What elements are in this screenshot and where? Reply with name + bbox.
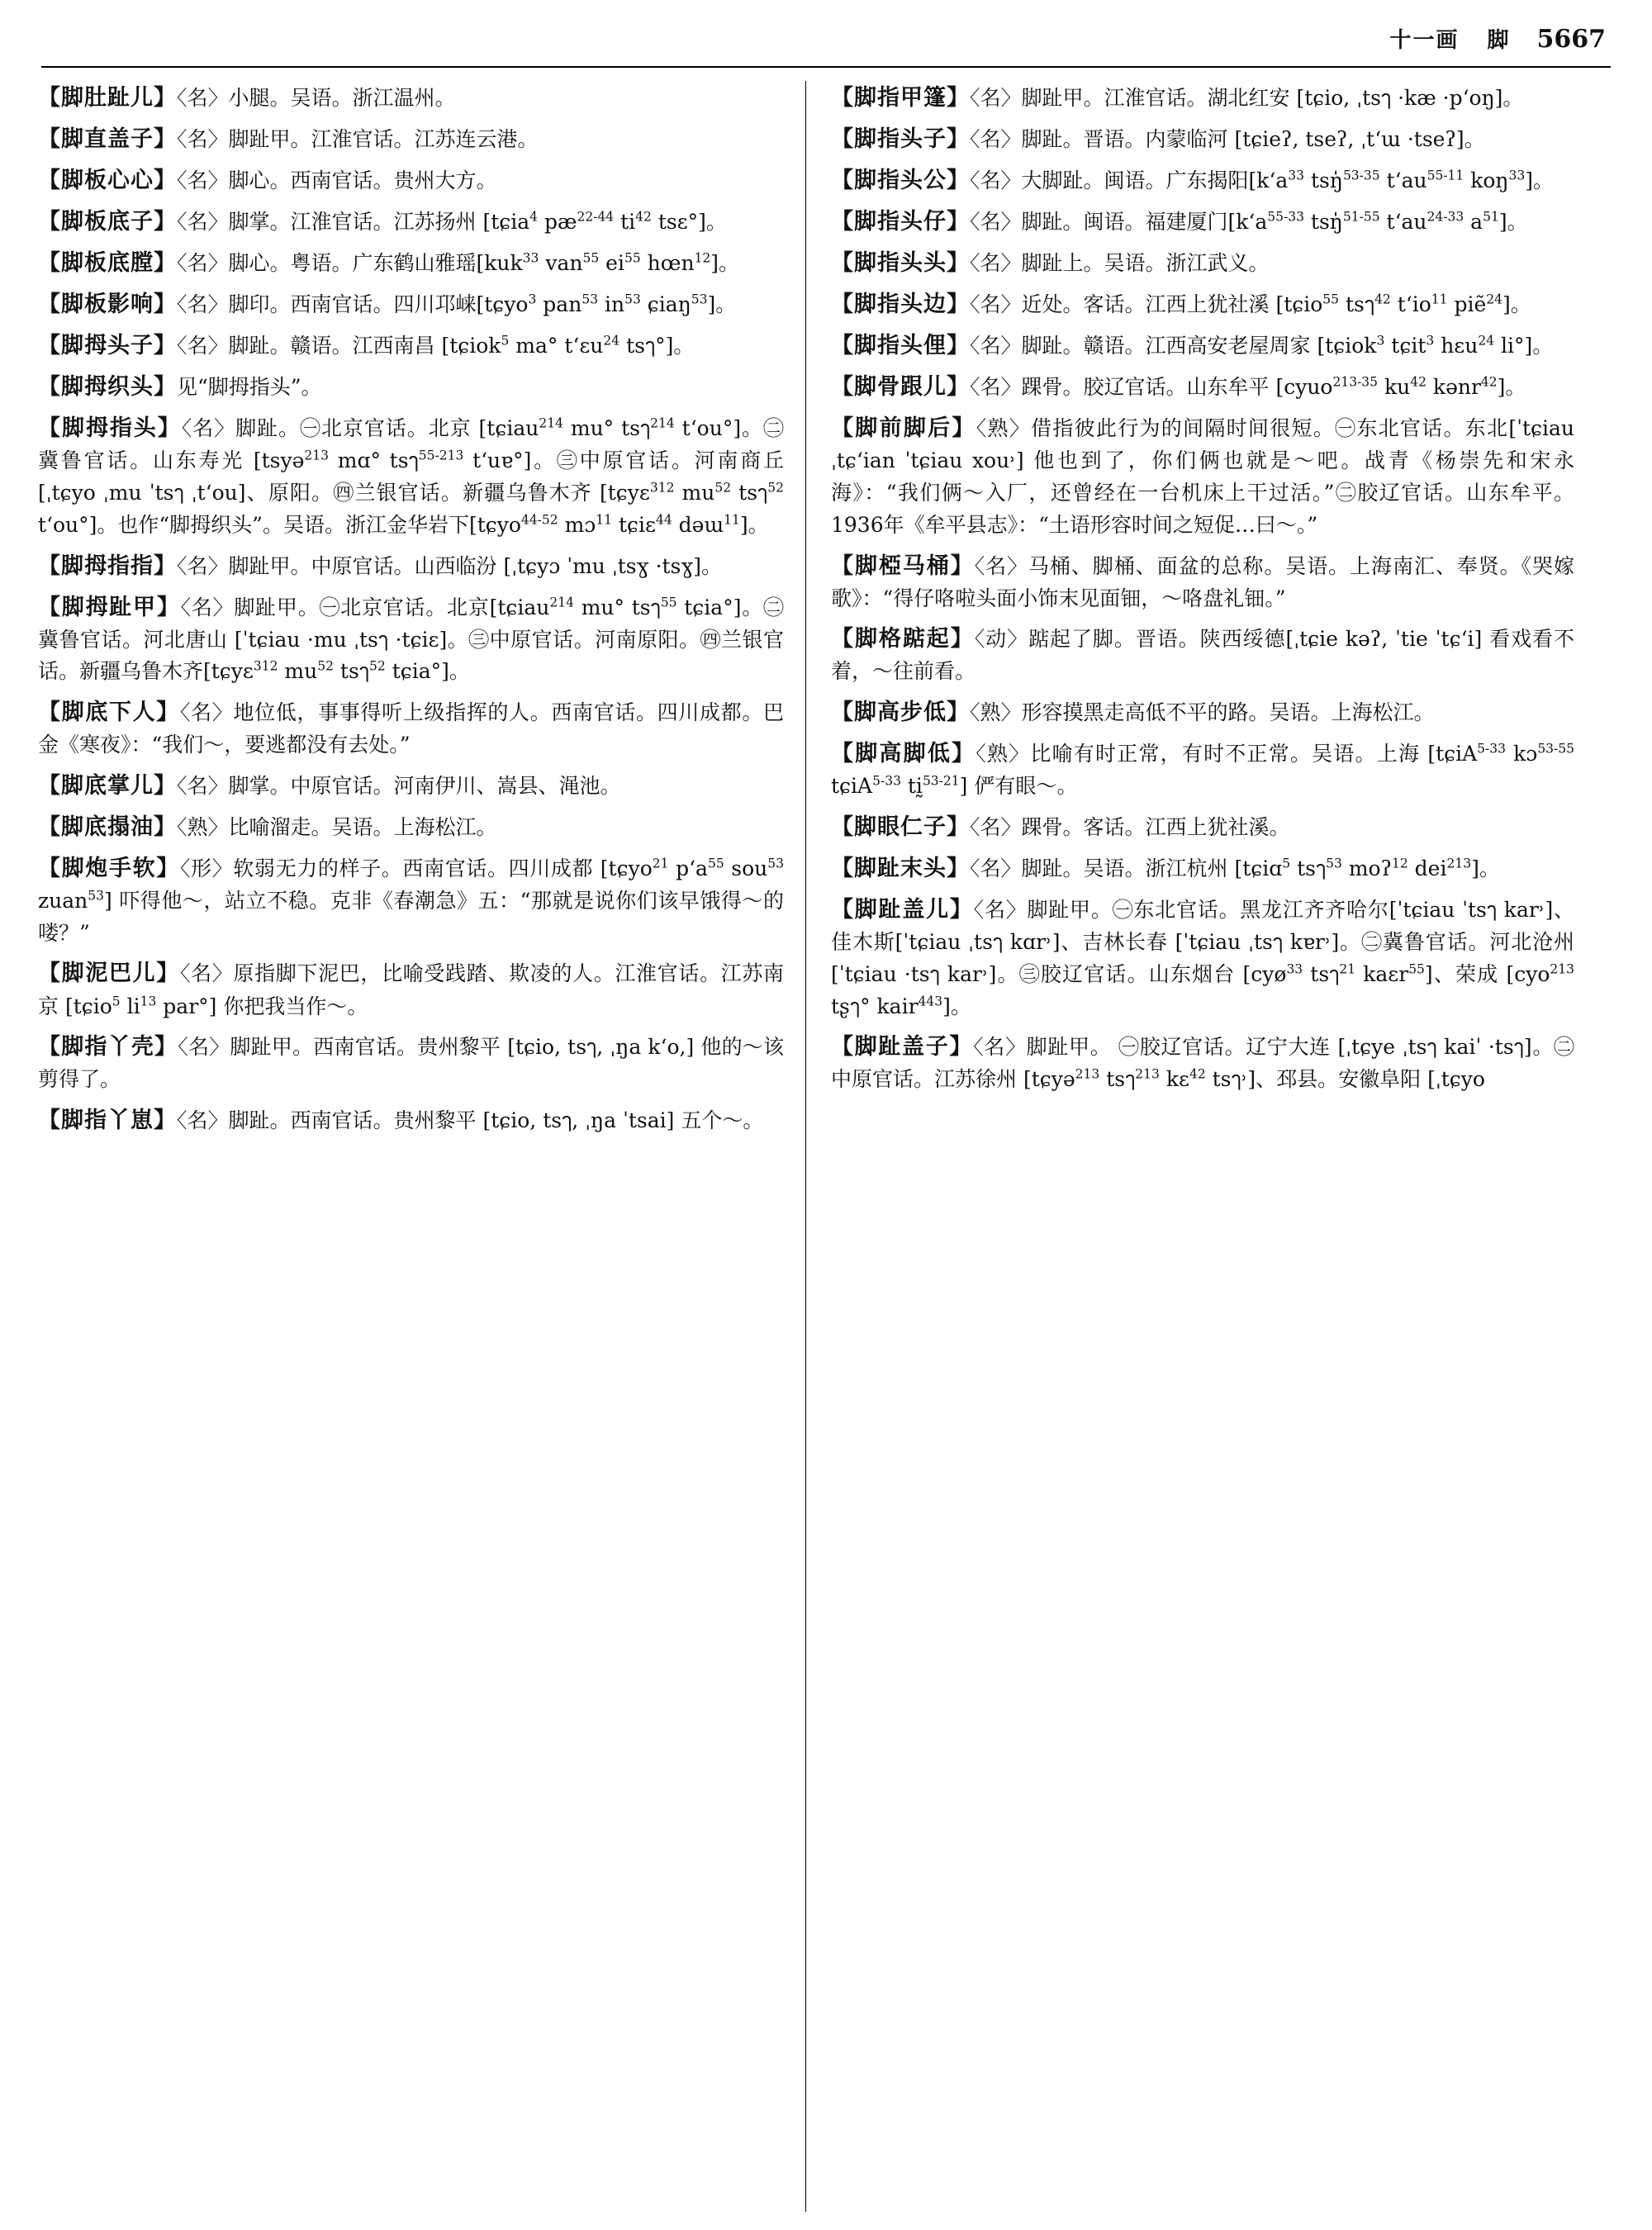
entry-headword: 【脚底搨油】 <box>38 814 177 840</box>
entry-body: 〈熟〉比喻有时正常，有时不正常。吴语。上海 [tɕiA$^{5-33}$ kɔ$^{53-55}$ tɕiA$^{5-33}$ tḭ$^{53-21}$] 俨有眼～。 <box>831 741 1574 799</box>
dictionary-entry <box>38 287 784 321</box>
entry-body: 〈名〉脚趾。闽语。福建厦门[kʻa$^{55-33}$ tsŋ̍$^{51-55}$ tʻau$^{24-33}$ $a^{51}$]。 <box>970 209 1528 235</box>
entry-body: 〈名〉脚趾甲。㊀北京官话。北京[tɕiau$^{214}$ mu° tsๅ$^{55}$ tɕia°]。㊁冀鲁官话。河北唐山 [ˈtɕiau ·mu ˌtsๅ ·tɕiɛ]。㊂中原官话。河南原阳。㊃兰银官话。新疆乌鲁木齐[tɕyɛ$^{312}$ $mu^{52}$ tsๅ$^{52}$ tɕia°]。 <box>38 595 784 684</box>
dictionary-entry <box>38 591 784 689</box>
dictionary-entry <box>831 1030 1574 1096</box>
entry-headword: 【脚泥巴儿】 <box>38 961 180 987</box>
dictionary-entry <box>831 164 1574 197</box>
entry-headword: 【脚板影响】 <box>38 292 177 318</box>
dictionary-entry <box>38 81 784 115</box>
entry-headword: 【脚格踮起】 <box>831 626 975 652</box>
entry-headword: 【脚骨跟儿】 <box>831 374 970 401</box>
entry-body: 〈动〉踮起了脚。晋语。陕西绥德[ˌtɕie kəʔ, ˈtie ˈtɕʻi] 看戏看不着，～往前看。 <box>831 627 1575 684</box>
entry-body: 〈名〉脚趾甲。西南官话。贵州黎平 [tɕio, tsๅ, ˌŋa kʻo,] 他的～该剪得了。 <box>38 1035 784 1092</box>
header-rule <box>41 66 1611 68</box>
dictionary-entry <box>831 246 1574 280</box>
entry-body: 〈形〉软弱无力的样子。西南官话。四川成都 [tɕyo$^{21}$ pʻa$^{55}$ sou$^{53}$ zuan$^{53}$] 吓得他～，站立不稳。克非《春潮急》五：“那就是说你们该早饿得～的喽？” <box>38 856 784 945</box>
dictionary-entry <box>831 549 1574 615</box>
entry-body: 〈名〉脚趾甲。江淮官话。江苏连云港。 <box>177 127 539 152</box>
dictionary-entry <box>38 852 784 950</box>
entry-headword: 【脚指甲篷】 <box>831 85 970 111</box>
entry-headword: 【脚指丫崽】 <box>38 1108 177 1134</box>
entry-headword: 【脚直盖子】 <box>38 126 177 153</box>
entry-body: 〈名〉脚趾。吴语。浙江杭州 [tɕiɑ$^5$ tsๅ$^{53}$ moʔ$^{12}$ dei$^{213}$]。 <box>970 856 1500 880</box>
entry-body: 〈名〉脚趾甲。中原官话。山西临汾 [ˌtɕyɔ ˈmu ˌtsɣ ·tsɣ]。 <box>177 553 723 578</box>
entry-body: 〈名〉脚掌。中原官话。河南伊川、嵩县、渑池。 <box>177 773 621 798</box>
entry-headword: 【脚拇指指】 <box>38 553 177 579</box>
entry-body: 〈名〉地位低，事事得听上级指挥的人。西南官话。四川成都。巴金《寒夜》：“我们～，要逃都没有去处。” <box>38 700 784 757</box>
entry-headword: 【脚趾盖儿】 <box>831 896 974 923</box>
dictionary-entry <box>38 769 784 803</box>
entry-body: 〈名〉脚心。西南官话。贵州大方。 <box>177 168 497 193</box>
entry-headword: 【脚拇头子】 <box>38 333 177 359</box>
entry-headword: 【脚拇织头】 <box>38 374 177 401</box>
dictionary-entry <box>38 810 784 844</box>
dictionary-entry <box>831 81 1574 115</box>
dictionary-entry <box>38 695 784 762</box>
entry-body: 〈熟〉借指彼此行为的间隔时间很短。㊀东北官话。东北[ˈtɕiau ˌtɕʻian ˈtɕiau xou˒] 他也到了，你们俩也就是～吧。战青《杨崇先和宋永海》：“我们俩～入厂，还曾经在一台机床上干过活。”㊁胶辽官话。山东牟平。1936年《牟平县志》：“土语形容时间之短促…曰～。” <box>831 416 1575 537</box>
entry-body: 〈名〉脚趾上。吴语。浙江武义。 <box>970 251 1270 276</box>
dictionary-entry <box>38 549 784 583</box>
entry-body: 〈名〉大脚趾。闽语。广东揭阳[kʻa$^{33}$ tsŋ̍$^{53-35}$ tʻau$^{55-11}$ koŋ$^{33}$]。 <box>970 168 1555 193</box>
entry-headword: 【脚指头仔】 <box>831 209 970 235</box>
entry-headword: 【脚肚趾儿】 <box>38 85 177 111</box>
right-column <box>806 81 1574 2212</box>
entry-headword: 【脚趾盖子】 <box>831 1034 974 1060</box>
entry-headword: 【脚高步低】 <box>831 700 970 726</box>
dictionary-entry <box>831 329 1574 363</box>
page-header <box>38 23 1614 61</box>
entry-body: 〈名〉脚趾。㊀北京官话。北京 [tɕiau$^{214}$ mu° tsๅ$^{214}$ tʻou°]。㊁冀鲁官话。山东寿光 [tsyə$^{213}$ mɑ° tsๅ$^{55-213}$ tʻuɐ°]。㊂中原官话。河南商丘[ˌtɕyo ˌmu ˈtsๅ ˌtʻou]、原阳。㊃兰银官话。新疆乌鲁木齐 [tɕyɛ$^{312}$ $mu^{52}$ tsๅ$^{52}$ tʻou°]。也作“脚拇织头”。吴语。浙江金华岩下[tɕyo$^{44-52}$ mɔ$^{11}$ tɕiɛ$^{44}$ dəɯ$^{11}$]。 <box>38 415 785 537</box>
dictionary-entry <box>831 695 1574 729</box>
entry-headword: 【脚指头公】 <box>831 168 970 194</box>
two-column-body <box>38 81 1614 2212</box>
entry-headword: 【脚板底子】 <box>38 209 177 235</box>
entry-headword: 【脚指头边】 <box>831 292 970 318</box>
entry-headword: 【脚眼仁子】 <box>831 814 970 840</box>
page-number: 5667 <box>1536 25 1606 54</box>
dictionary-entry <box>38 1103 784 1137</box>
entry-headword: 【脚板底膛】 <box>38 250 177 277</box>
dictionary-entry <box>831 122 1574 156</box>
entry-headword: 【脚拇趾甲】 <box>38 594 181 620</box>
dictionary-entry <box>38 329 784 363</box>
entry-headword: 【脚炮手软】 <box>38 855 180 881</box>
entry-body: 〈名〉原指脚下泥巴，比喻受践踏、欺凌的人。江淮官话。江苏南京 [tɕio$^5$ $li^{13}$ par°] 你把我当作～。 <box>38 961 784 1018</box>
entry-body: 〈名〉脚趾。赣语。江西高安老屋周家 [tɕiok$^3$ tɕit$^3$ hɛu$^{24}$ li°]。 <box>970 333 1554 358</box>
entry-body: 〈名〉近处。客话。江西上犹社溪 [tɕio$^{55}$ tsๅ$^{42}$ tʻio$^{11}$ piẽ$^{24}$]。 <box>970 292 1531 317</box>
entry-body: 〈名〉脚印。西南官话。四川邛崃[tɕyo$^3$ pan$^{53}$ $in^{53}$ ɕiaŋ$^{53}$]。 <box>177 292 737 317</box>
entry-body: 〈名〉脚趾甲。 ㊀胶辽官话。辽宁大连 [ˌtɕye ˌtsๅ kaiˈ ·tsๅ]。㊁中原官话。江苏徐州 [tɕyə$^{213}$ tsๅ$^{213}$ kɛ$^{42}$ tsๅ˒]、邳县。安徽阜阳 [ˌtɕyo <box>831 1035 1574 1092</box>
dictionary-entry <box>831 370 1574 404</box>
entry-headword: 【脚前脚后】 <box>831 415 976 442</box>
entry-body: 〈熟〉形容摸黑走高低不平的路。吴语。上海松江。 <box>970 700 1435 725</box>
entry-body: 〈名〉脚心。粤语。广东鹤山雅瑶[kuk$^{33}$ van$^{55}$ $ei^{55}$ hœn$^{12}$]。 <box>177 250 740 276</box>
entry-body: 〈名〉小腿。吴语。浙江温州。 <box>177 86 456 110</box>
entry-headword: 【脚椏马桶】 <box>831 553 975 579</box>
entry-headword: 【脚拇指头】 <box>38 415 182 442</box>
entry-body: 见“脚拇指头”。 <box>177 375 322 400</box>
entry-body: 〈熟〉比喻溜走。吴语。上海松江。 <box>177 814 497 839</box>
left-column <box>38 81 806 2212</box>
dictionary-entry <box>38 411 784 541</box>
entry-headword: 【脚板心心】 <box>38 168 177 194</box>
dictionary-entry <box>831 622 1574 688</box>
header-headchar-label: 脚 <box>1487 28 1509 53</box>
entry-headword: 【脚指头头】 <box>831 250 970 277</box>
dictionary-entry <box>831 287 1574 321</box>
dictionary-entry <box>831 852 1574 885</box>
entry-body: 〈名〉马桶、脚桶、面盆的总称。吴语。上海南汇、奉贤。《哭嫁歌》：“得仔咯啦头面小饰末见面钿，～咯盘礼钿。” <box>831 553 1574 610</box>
entry-headword: 【脚底掌儿】 <box>38 772 177 799</box>
dictionary-entry <box>38 205 784 239</box>
entry-headword: 【脚指丫壳】 <box>38 1034 178 1060</box>
dictionary-entry <box>831 810 1574 844</box>
dictionary-entry <box>38 246 784 280</box>
entry-body: 〈名〉脚趾甲。㊀东北官话。黑龙江齐齐哈尔[ˈtɕiau ˈtsๅ kar˒]、佳木斯[ˈtɕiau ˌtsๅ kɑr˒]、吉林长春 [ˈtɕiau ˌtsๅ kɐr˒]。㊁冀鲁官话。河北沧州 [ˈtɕiau ·tsๅ kar˒]。㊂胶辽官话。山东烟台 [cyø$^{33}$ tsๅ$^{21}$ kaɛr$^{55}$]、荣成 [cyo$^{213}$ tʂๅ° kair$^{443}$]。 <box>831 897 1575 1018</box>
dictionary-entry <box>38 956 784 1022</box>
entry-headword: 【脚高脚低】 <box>831 741 976 767</box>
entry-body: 〈名〉踝骨。胶辽官话。山东牟平 [cyuo$^{213-35}$ $ku^{42}$ kənr$^{42}$]。 <box>970 374 1526 400</box>
dictionary-entry <box>38 370 784 404</box>
header-section-label: 十一画 <box>1389 28 1460 53</box>
entry-headword: 【脚指头子】 <box>831 126 970 153</box>
dictionary-entry <box>831 205 1574 239</box>
dictionary-entry <box>831 737 1574 803</box>
entry-body: 〈名〉脚掌。江淮官话。江苏扬州 [tɕia$^4$ $pæ^{22-44}$ $ti^{42}$ tsɛ°]。 <box>177 209 727 235</box>
dictionary-entry <box>831 411 1574 541</box>
entry-body: 〈名〉脚趾甲。江淮官话。湖北红安 [tɕio, ˌtsๅ ·kæ ·pʻoŋ]。 <box>970 86 1524 110</box>
entry-headword: 【脚底下人】 <box>38 700 180 726</box>
entry-headword: 【脚趾末头】 <box>831 855 970 881</box>
dictionary-entry <box>38 122 784 156</box>
entry-body: 〈名〉踝骨。客话。江西上犹社溪。 <box>970 814 1290 839</box>
dictionary-entry <box>38 1030 784 1096</box>
header-right-group <box>1389 23 1606 54</box>
entry-body: 〈名〉脚趾。西南官话。贵州黎平 [tɕio, tsๅ, ˌŋa ˈtsai] 五个～。 <box>177 1108 764 1133</box>
entry-body: 〈名〉脚趾。赣语。江西南昌 [tɕiok$^5$ ma° tʻɛu$^{24}$ tsๅ°]。 <box>177 333 695 358</box>
dictionary-entry <box>831 893 1574 1022</box>
dictionary-entry <box>38 164 784 197</box>
entry-headword: 【脚指头俚】 <box>831 333 970 359</box>
entry-body: 〈名〉脚趾。晋语。内蒙临河 [tɕieʔ, tseʔ, ˌtʻɯ ·tseʔ]。 <box>970 127 1485 152</box>
